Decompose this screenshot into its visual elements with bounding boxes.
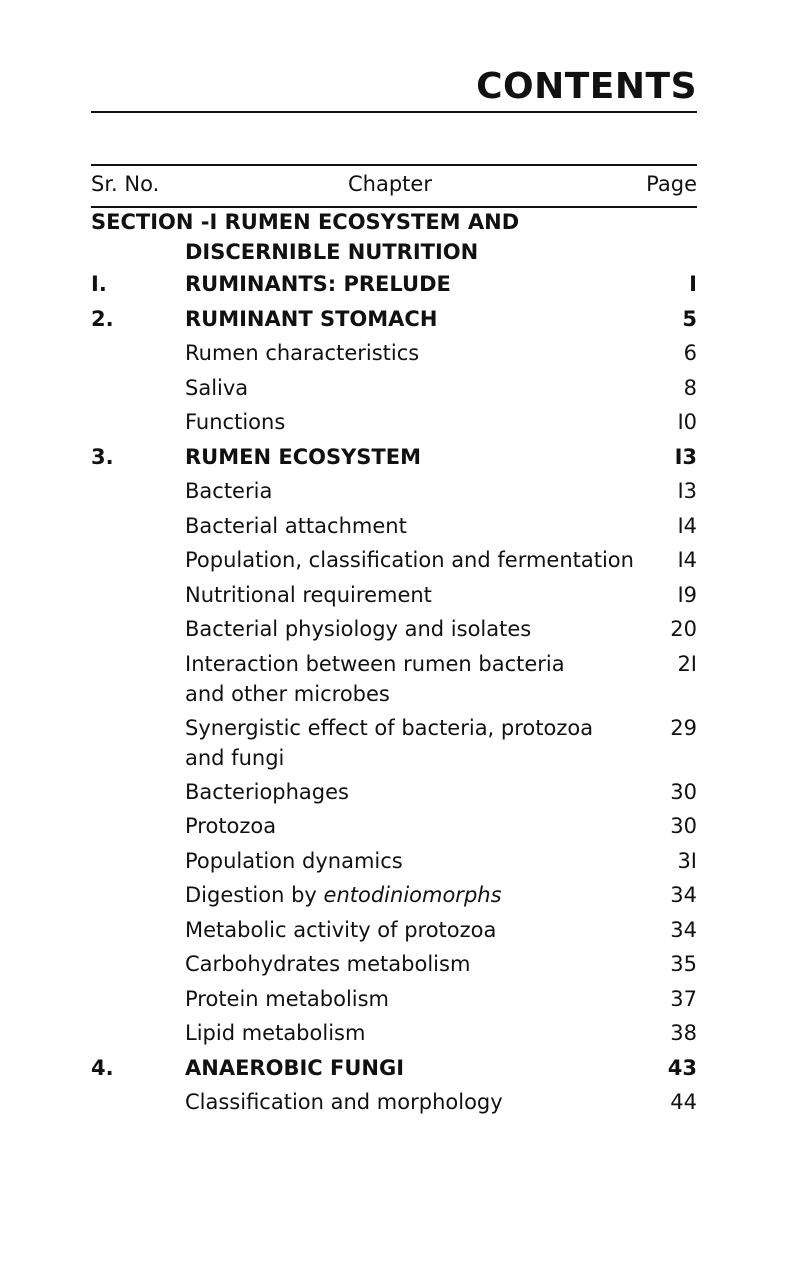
entry-title: Bacteria [185, 479, 273, 503]
toc-row [91, 647, 697, 711]
entry-title: Functions [185, 410, 286, 434]
toc-row [91, 775, 697, 810]
page-number: 30 [670, 779, 697, 804]
entry-title: Metabolic activity of protozoa [185, 917, 497, 942]
entry-title-line2: and other microbes [185, 681, 390, 706]
page-number: 6 [683, 341, 697, 365]
page-number: I3 [674, 444, 697, 469]
page-number: 29 [670, 715, 697, 740]
toc-row-chapter [91, 267, 697, 302]
chapter-title: RUMEN ECOSYSTEM [185, 444, 421, 469]
chapter-number: I. [91, 272, 107, 296]
toc-row [91, 543, 697, 578]
entry-title-line1: Synergistic effect of bacteria, protozoa [185, 715, 594, 740]
section-heading-line2: DISCERNIBLE NUTRITION [185, 240, 479, 264]
page-title: CONTENTS [476, 66, 697, 107]
toc-row [91, 947, 697, 982]
chapter-title: RUMINANTS: PRELUDE [185, 272, 451, 296]
page-number: 44 [670, 1090, 697, 1114]
entry-title-line2: and fungi [185, 745, 285, 770]
toc-row [91, 809, 697, 844]
header-chapter: Chapter [348, 172, 432, 196]
entry-title-text: Digestion by [185, 883, 324, 907]
header-top-rule [91, 164, 697, 166]
toc-row [91, 1016, 697, 1051]
entry-title-italic: entodiniomorphs [323, 883, 502, 907]
page-number: I3 [677, 479, 697, 503]
chapter-title: RUMINANT STOMACH [185, 306, 438, 331]
title-rule [91, 111, 697, 113]
entry-title [185, 647, 637, 711]
page-number: 37 [670, 986, 697, 1011]
toc-row-chapter [91, 1051, 697, 1086]
entry-title [185, 878, 637, 913]
page-number: I9 [677, 582, 697, 607]
entry-title: Bacteriophages [185, 779, 349, 804]
page-number: 8 [683, 375, 697, 400]
page-number: 34 [670, 883, 697, 907]
toc-row [91, 1085, 697, 1120]
entry-title: Saliva [185, 375, 249, 400]
page-number: 20 [670, 617, 697, 641]
page-number: 34 [670, 917, 697, 942]
page-number: 5 [682, 306, 697, 331]
header-page: Page [646, 172, 697, 196]
table-of-contents [91, 206, 697, 1120]
entry-title: Classification and morphology [185, 1090, 503, 1114]
entry-title [185, 711, 637, 775]
entry-title: Population, classification and fermentation [185, 548, 634, 572]
chapter-number: 3. [91, 444, 114, 469]
entry-title-line1: Interaction between rumen bacteria [185, 651, 565, 676]
chapter-title: ANAEROBIC FUNGI [185, 1055, 405, 1080]
page-number: I4 [677, 513, 697, 538]
page-number: I4 [677, 548, 697, 572]
entry-title: Nutritional requirement [185, 582, 432, 607]
toc-row [91, 578, 697, 613]
entry-title: Bacterial attachment [185, 513, 407, 538]
entry-title: Protozoa [185, 814, 277, 838]
toc-row [91, 878, 697, 913]
entry-title: Lipid metabolism [185, 1021, 366, 1045]
page-number: I0 [677, 410, 697, 434]
toc-row-chapter [91, 440, 697, 475]
entry-title: Population dynamics [185, 848, 403, 873]
page-number: 30 [670, 814, 697, 838]
toc-row [91, 371, 697, 406]
toc-row [91, 405, 697, 440]
section-heading [91, 206, 697, 267]
entry-title: Protein metabolism [185, 986, 390, 1011]
entry-title: Rumen characteristics [185, 341, 420, 365]
toc-row [91, 509, 697, 544]
toc-row [91, 336, 697, 371]
section-heading-line1: SECTION -I RUMEN ECOSYSTEM AND [91, 210, 520, 234]
page-number: 3I [677, 848, 697, 873]
toc-row-chapter [91, 302, 697, 337]
page-number: 35 [670, 952, 697, 976]
toc-row [91, 711, 697, 775]
toc-row [91, 913, 697, 948]
entry-title: Bacterial physiology and isolates [185, 617, 532, 641]
entry-title: Carbohydrates metabolism [185, 952, 471, 976]
page-number: I [689, 272, 697, 296]
chapter-number: 2. [91, 306, 114, 331]
page-number: 38 [670, 1021, 697, 1045]
toc-row [91, 844, 697, 879]
toc-row [91, 612, 697, 647]
page-number: 43 [667, 1055, 697, 1080]
page-number: 2I [677, 651, 697, 676]
chapter-number: 4. [91, 1055, 114, 1080]
toc-row [91, 982, 697, 1017]
toc-row [91, 474, 697, 509]
header-sr-no: Sr. No. [91, 172, 160, 196]
